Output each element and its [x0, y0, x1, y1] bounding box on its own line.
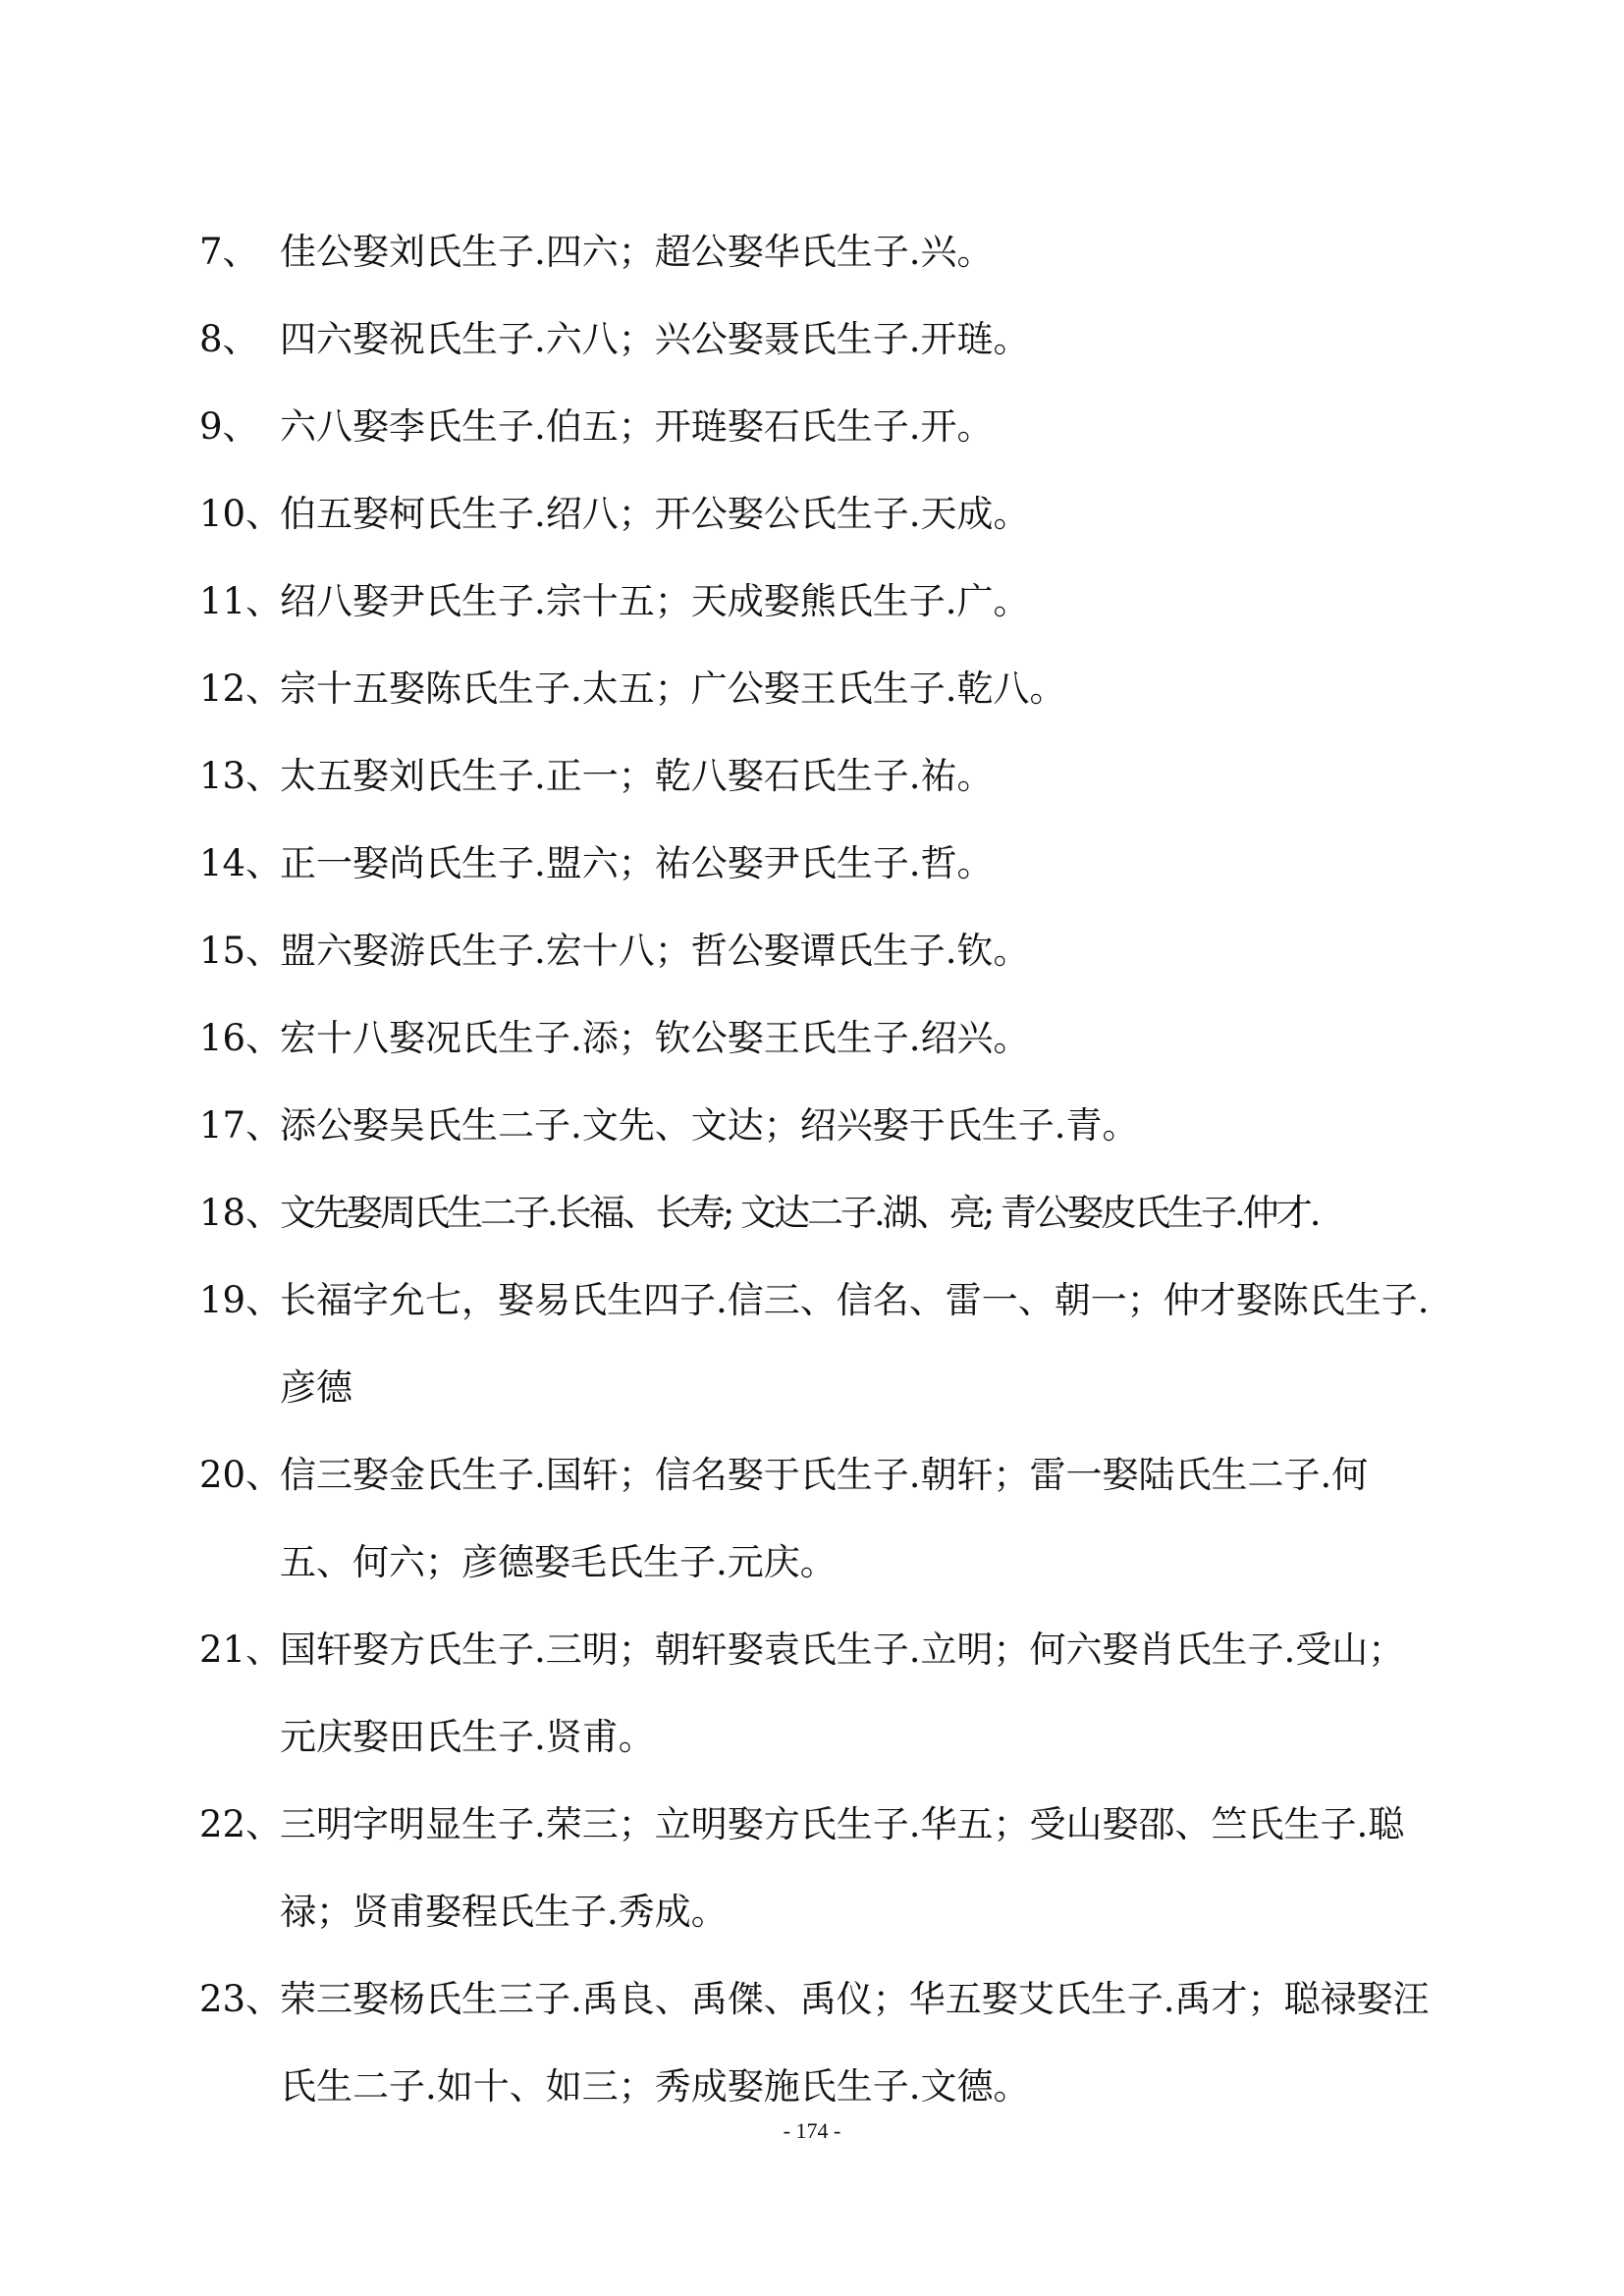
entry-text: 绍八娶尹氏生子.宗十五；天成娶熊氏生子.广。 [280, 580, 1030, 622]
list-item [199, 1955, 1436, 2130]
list-item [199, 383, 1436, 470]
entry-text: 信三娶金氏生子.国轩；信名娶于氏生子.朝轩；雷一娶陆氏生二子.何五、何六；彦德娶毛氏生子.元庆。 [280, 1454, 1369, 1583]
list-item [199, 732, 1436, 820]
entry-number: 9、 [199, 405, 259, 448]
list-item [199, 820, 1436, 907]
list-item [199, 295, 1436, 383]
entry-number: 14、 [199, 842, 283, 884]
entry-text: 三明字明显生子.荣三；立明娶方氏生子.华五；受山娶邵、竺氏生子.聪禄；贤甫娶程氏生子.秀成。 [280, 1803, 1405, 1933]
entry-number: 23、 [199, 1978, 283, 2020]
entry-text: 宏十八娶况氏生子.添；钦公娶王氏生子.绍兴。 [280, 1017, 1030, 1059]
entry-text: 佳公娶刘氏生子.四六；超公娶华氏生子.兴。 [280, 231, 994, 273]
list-item [199, 1169, 1436, 1256]
entry-number: 8、 [199, 318, 259, 360]
entry-text: 荣三娶杨氏生三子.禹良、禹傑、禹仪；华五娶艾氏生子.禹才；聪禄娶汪氏生二子.如十、如三；秀成娶施氏生子.文德。 [280, 1978, 1430, 2108]
entry-number: 11、 [199, 580, 283, 622]
page-number: - 174 - [783, 2118, 841, 2143]
entry-text: 盟六娶游氏生子.宏十八；哲公娶谭氏生子.钦。 [280, 930, 1030, 972]
entry-number: 13、 [199, 755, 283, 797]
entry-number: 18、 [199, 1192, 283, 1234]
list-item [199, 994, 1436, 1082]
entry-number: 19、 [199, 1279, 283, 1321]
entry-number: 17、 [199, 1104, 283, 1147]
entry-text: 添公娶吴氏生二子.文先、文达；绍兴娶于氏生子.青。 [280, 1104, 1139, 1147]
entry-text: 国轩娶方氏生子.三明；朝轩娶袁氏生子.立明；何六娶肖氏生子.受山；元庆娶田氏生子.贤甫。 [280, 1629, 1405, 1758]
entry-text: 长福字允七，娶易氏生四子.信三、信名、雷一、朝一；仲才娶陈氏生子.彦德 [280, 1279, 1430, 1409]
entry-text: 六八娶李氏生子.伯五；开琏娶石氏生子.开。 [280, 405, 994, 448]
entry-number: 22、 [199, 1803, 283, 1845]
list-item [199, 558, 1436, 645]
list-item [199, 907, 1436, 994]
entry-number: 10、 [199, 493, 283, 535]
entry-text: 宗十五娶陈氏生子.太五；广公娶王氏生子.乾八。 [280, 667, 1066, 710]
entry-text: 四六娶祝氏生子.六八；兴公娶聂氏生子.开琏。 [280, 318, 1030, 360]
entry-number: 16、 [199, 1017, 283, 1059]
list-item [199, 1781, 1436, 1955]
list-item [199, 645, 1436, 732]
list-item [199, 470, 1436, 558]
entry-text: 正一娶尚氏生子.盟六；祐公娶尹氏生子.哲。 [280, 842, 994, 884]
entry-text: 文先娶周氏生二子.长福、长寿; 文达二子.湖、亮; 青公娶皮氏生子.仲才. [280, 1192, 1319, 1234]
list-item [199, 1606, 1436, 1781]
entry-text: 伯五娶柯氏生子.绍八；开公娶公氏生子.天成。 [280, 493, 1030, 535]
entry-number: 12、 [199, 667, 283, 710]
entry-text: 太五娶刘氏生子.正一；乾八娶石氏生子.祐。 [280, 755, 994, 797]
list-item [199, 208, 1436, 295]
entry-number: 21、 [199, 1629, 283, 1671]
entry-number: 7、 [199, 231, 259, 273]
entry-number: 20、 [199, 1454, 283, 1496]
genealogy-entry-list [199, 208, 1436, 2130]
list-item [199, 1256, 1436, 1431]
list-item [199, 1431, 1436, 1606]
list-item [199, 1082, 1436, 1169]
entry-number: 15、 [199, 930, 283, 972]
